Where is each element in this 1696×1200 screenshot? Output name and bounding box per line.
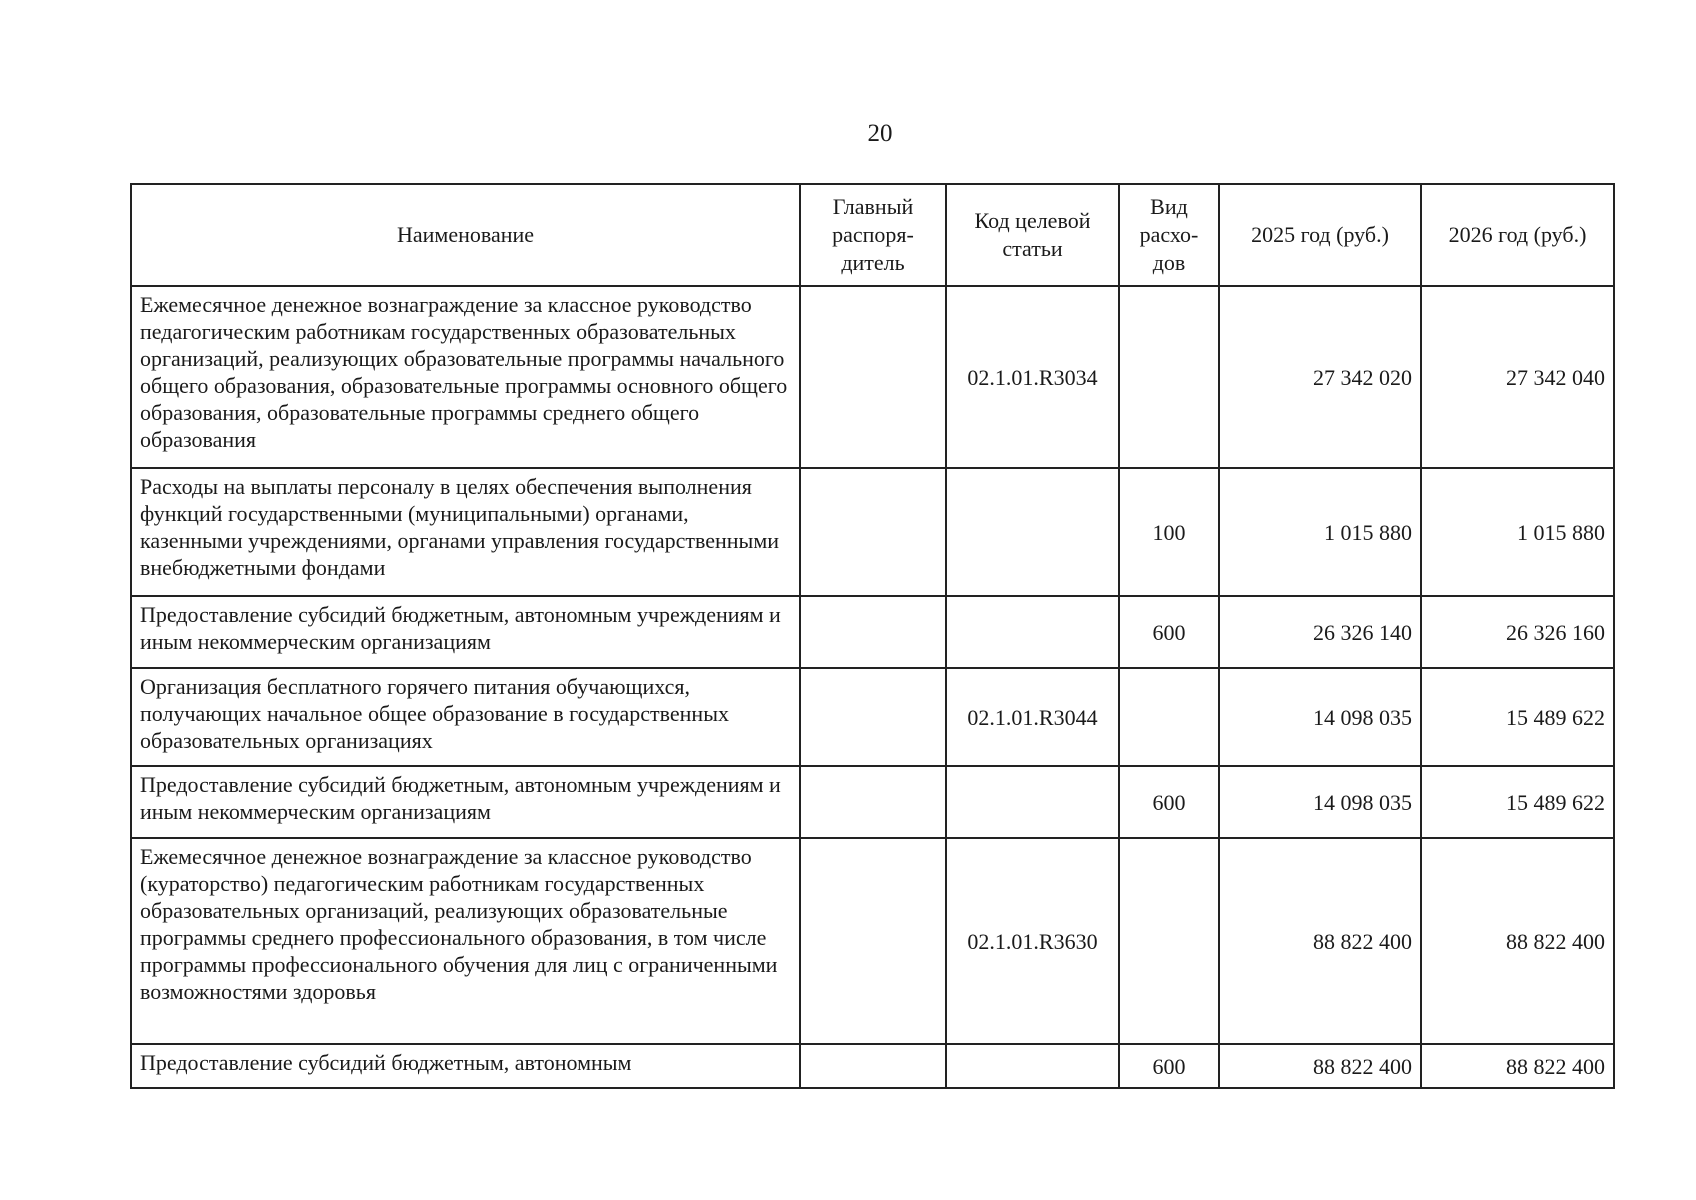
cell-manager	[800, 286, 946, 468]
cell-type: 600	[1119, 766, 1219, 838]
cell-code: 02.1.01.R3044	[946, 668, 1119, 766]
cell-type	[1119, 838, 1219, 1044]
table-row	[131, 838, 1614, 1044]
table-row	[131, 1044, 1614, 1088]
table-row	[131, 668, 1614, 766]
cell-manager	[800, 838, 946, 1044]
cell-2025: 26 326 140	[1219, 596, 1421, 668]
header-code: Код целевой статьи	[946, 184, 1119, 286]
cell-name: Расходы на выплаты персоналу в целях обеспечения выполнения функций государственными (муниципальными) органами, казенными учреждениями, органами управления государственными внебюджетными фондами	[131, 468, 800, 596]
cell-manager	[800, 596, 946, 668]
table-row	[131, 766, 1614, 838]
cell-name: Ежемесячное денежное вознаграждение за классное руководство педагогическим работникам государственных образовательных организаций, реализующих образовательные программы начального общего образования, образовательные программы основного общего образования, образовательные программы среднего общего образования	[131, 286, 800, 468]
table-row	[131, 468, 1614, 596]
header-2026: 2026 год (руб.)	[1421, 184, 1614, 286]
cell-2026: 27 342 040	[1421, 286, 1614, 468]
cell-code	[946, 766, 1119, 838]
cell-code: 02.1.01.R3034	[946, 286, 1119, 468]
cell-2025: 88 822 400	[1219, 1044, 1421, 1088]
cell-type	[1119, 668, 1219, 766]
cell-name: Ежемесячное денежное вознаграждение за классное руководство (кураторство) педагогическим работникам государственных образовательных организаций, реализующих образовательные программы среднего профессионального образования, в том числе программы профессионального обучения для лиц с ограниченными возможностями здоровья	[131, 838, 800, 1044]
cell-2026: 1 015 880	[1421, 468, 1614, 596]
cell-type: 100	[1119, 468, 1219, 596]
header-name: Наименование	[131, 184, 800, 286]
cell-2026: 15 489 622	[1421, 766, 1614, 838]
cell-2026: 15 489 622	[1421, 668, 1614, 766]
cell-2026: 88 822 400	[1421, 1044, 1614, 1088]
cell-name: Предоставление субсидий бюджетным, автономным учреждениям и иным некоммерческим организациям	[131, 766, 800, 838]
cell-2025: 14 098 035	[1219, 668, 1421, 766]
cell-2025: 14 098 035	[1219, 766, 1421, 838]
cell-type	[1119, 286, 1219, 468]
budget-table	[130, 183, 1615, 1089]
cell-manager	[800, 468, 946, 596]
cell-2025: 1 015 880	[1219, 468, 1421, 596]
cell-2025: 27 342 020	[1219, 286, 1421, 468]
cell-2026: 26 326 160	[1421, 596, 1614, 668]
cell-name: Предоставление субсидий бюджетным, автономным учреждениям и иным некоммерческим организациям	[131, 596, 800, 668]
table-row	[131, 596, 1614, 668]
cell-2025: 88 822 400	[1219, 838, 1421, 1044]
header-type: Вид расхо-дов	[1119, 184, 1219, 286]
cell-manager	[800, 668, 946, 766]
table-row	[131, 286, 1614, 468]
cell-code: 02.1.01.R3630	[946, 838, 1119, 1044]
cell-2026: 88 822 400	[1421, 838, 1614, 1044]
cell-type: 600	[1119, 596, 1219, 668]
cell-name: Предоставление субсидий бюджетным, автономным	[131, 1044, 800, 1088]
cell-manager	[800, 1044, 946, 1088]
cell-manager	[800, 766, 946, 838]
cell-code	[946, 596, 1119, 668]
cell-code	[946, 1044, 1119, 1088]
header-manager: Главный распоря-дитель	[800, 184, 946, 286]
page-number: 20	[867, 120, 893, 147]
cell-code	[946, 468, 1119, 596]
cell-type: 600	[1119, 1044, 1219, 1088]
header-2025: 2025 год (руб.)	[1219, 184, 1421, 286]
cell-name: Организация бесплатного горячего питания обучающихся, получающих начальное общее образование в государственных образовательных организациях	[131, 668, 800, 766]
table-header-row	[131, 184, 1614, 286]
